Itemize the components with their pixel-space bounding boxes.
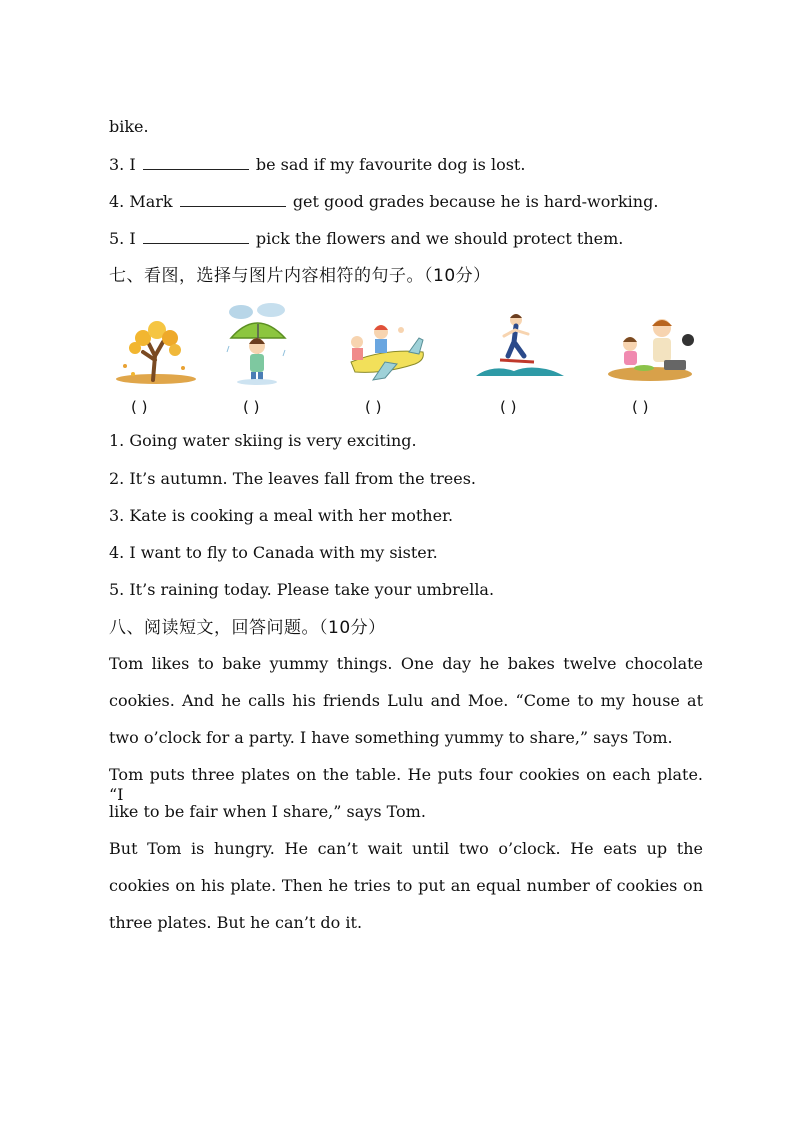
passage-line-7-text: cookies on his plate. Then he tries to put an equal number of cookies on [109, 876, 703, 895]
cooking-mother-daughter-picture [606, 316, 696, 382]
sentence-5: 5. It’s raining today. Please take your umbrella. [109, 580, 495, 599]
question-5-prefix: 5. I [109, 229, 136, 248]
fill-in-question-3 [109, 154, 525, 175]
answer-blank-3[interactable] [143, 154, 249, 170]
question-3-prefix: 3. I [109, 155, 136, 174]
fill-in-question-4 [109, 191, 658, 212]
sentence-1: 1. Going water skiing is very exciting. [109, 431, 417, 450]
question-continuation: bike. [109, 117, 149, 136]
question-5-suffix: pick the flowers and we should protect them. [255, 229, 624, 248]
autumn-tree-picture [113, 316, 199, 386]
sentence-2: 2. It’s autumn. The leaves fall from the trees. [109, 469, 477, 488]
sentence-4: 4. I want to fly to Canada with my sister. [109, 543, 438, 562]
section-7-heading: 七、看图，选择与图片内容相符的句子。（10分） [109, 266, 491, 286]
passage-line-1 [109, 654, 703, 674]
passage-line-4-text: Tom puts three plates on the table. He puts four cookies on each plate. “I [109, 765, 703, 804]
passage-line-1-text: Tom likes to bake yummy things. One day he bakes twelve chocolate [109, 654, 703, 673]
airplane-children-picture [345, 318, 427, 384]
question-3-suffix: be sad if my favourite dog is lost. [255, 155, 526, 174]
passage-line-6-text: But Tom is hungry. He can’t wait until two o’clock. He eats up the [109, 839, 703, 858]
water-skiing-boy-picture [474, 310, 566, 382]
question-4-suffix: get good grades because he is hard-working. [292, 192, 659, 211]
passage-line-4 [109, 765, 703, 805]
passage-line-2 [109, 691, 703, 711]
passage-line-2-text: cookies. And he calls his friends Lulu and Moe. “Come to my house at [109, 691, 703, 710]
passage-line-7 [109, 876, 703, 896]
rainy-girl-umbrella-picture [221, 302, 293, 386]
passage-line-5: like to be fair when I share,” says Tom. [109, 802, 426, 821]
passage-line-3: two o’clock for a party. I have something yummy to share,” says Tom. [109, 728, 673, 747]
answer-blank-4[interactable] [180, 191, 286, 207]
picture-3-answer-blank[interactable]: ( ) [365, 398, 382, 416]
picture-2-answer-blank[interactable]: ( ) [243, 398, 260, 416]
passage-line-8: three plates. But he can’t do it. [109, 913, 363, 932]
picture-4-answer-blank[interactable]: ( ) [500, 398, 517, 416]
picture-1-answer-blank[interactable]: ( ) [131, 398, 148, 416]
question-4-prefix: 4. Mark [109, 192, 173, 211]
picture-5-answer-blank[interactable]: ( ) [632, 398, 649, 416]
sentence-3: 3. Kate is cooking a meal with her mother. [109, 506, 454, 525]
answer-blank-5[interactable] [143, 228, 249, 244]
section-8-heading: 八、阅读短文，回答问题。（10分） [109, 618, 386, 638]
fill-in-question-5 [109, 228, 623, 249]
passage-line-6 [109, 839, 703, 859]
